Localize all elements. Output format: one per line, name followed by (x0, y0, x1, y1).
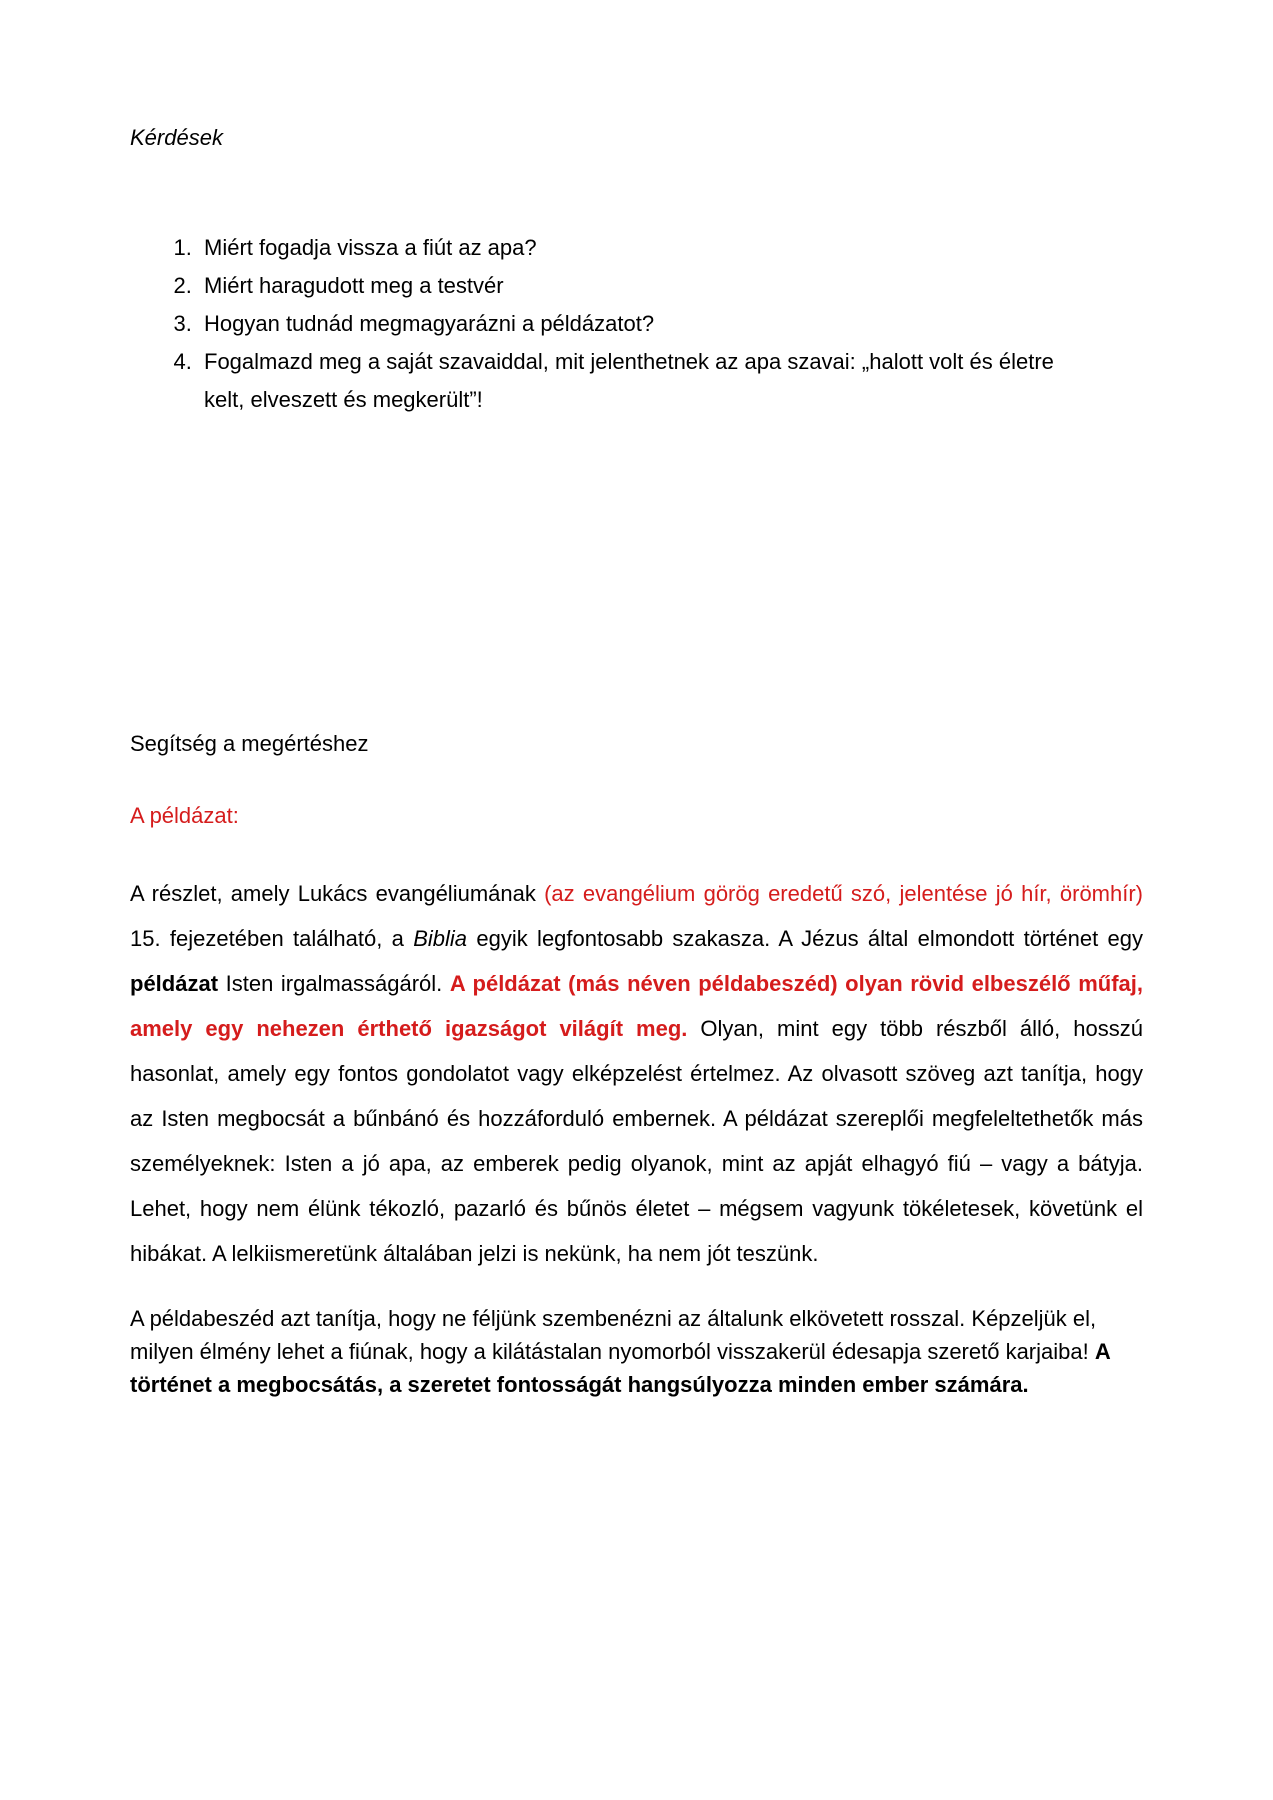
question-item-3: 3. Hogyan tudnád megmagyarázni a példázatot? (198, 305, 1078, 343)
text-segment: Isten irgalmasságáról. (218, 971, 450, 996)
text-segment: egyik legfontosabb szakasza. A Jézus által elmondott történet egy (467, 926, 1143, 951)
section-heading-questions: Kérdések (130, 125, 223, 150)
text-segment: A példabeszéd azt tanítja, hogy ne féljünk szembenézni az általunk elkövetett rosszal. Képzeljük el, milyen élmény lehet a fiúnak, hogy a kilátástalan nyomorból visszakerül édesapja szerető karjaiba! (130, 1306, 1097, 1364)
section-heading-parable: A példázat: (130, 803, 239, 828)
question-item-4: 4. Fogalmazd meg a saját szavaiddal, mit jelenthetnek az apa szavai: „halott volt és életre kelt, elveszett és megkerült”! (198, 343, 1078, 419)
text-segment: 15. fejezetében található, a (130, 926, 414, 951)
question-list (130, 229, 1143, 419)
text-segment: példázat (130, 971, 219, 996)
question-item-1: 1. Miért fogadja vissza a fiút az apa? (198, 229, 1078, 267)
paragraph-parable-explanation (130, 871, 1143, 1276)
paragraph-closing (130, 1302, 1143, 1401)
text-segment: A példázat (más néven példabeszéd) olyan rövid elbeszélő műfaj, amely egy nehezen érthető igazságot világít meg. (130, 971, 1143, 1041)
text-segment: Olyan, mint egy több részből álló, hosszú hasonlat, amely egy fontos gondolatot vagy elképzelést értelmez. Az olvasott szöveg azt tanítja, hogy az Isten megbocsát a bűnbánó és hozzáforduló embernek. A példázat szereplői megfeleltethetők más személyeknek: Isten a jó apa, az emberek pedig olyanok, mint az apját elhagyó fiú – vagy a bátyja. Lehet, hogy nem élünk tékozló, pazarló és bűnös életet – mégsem vagyunk tökéletesek, követünk el hibákat. A lelkiismeretünk általában jelzi is nekünk, ha nem jót teszünk. (130, 1016, 1143, 1266)
question-item-2: 2. Miért haragudott meg a testvér (198, 267, 1078, 305)
text-segment: (az evangélium görög eredetű szó, jelentése jó hír, örömhír) (544, 881, 1144, 906)
section-heading-help: Segítség a megértéshez (130, 731, 369, 756)
text-segment: A részlet, amely Lukács evangéliumának (130, 881, 545, 906)
text-segment: A történet a megbocsátás, a szeretet fontosságát hangsúlyozza minden ember számára. (130, 1339, 1110, 1397)
text-segment: Biblia (413, 926, 468, 951)
